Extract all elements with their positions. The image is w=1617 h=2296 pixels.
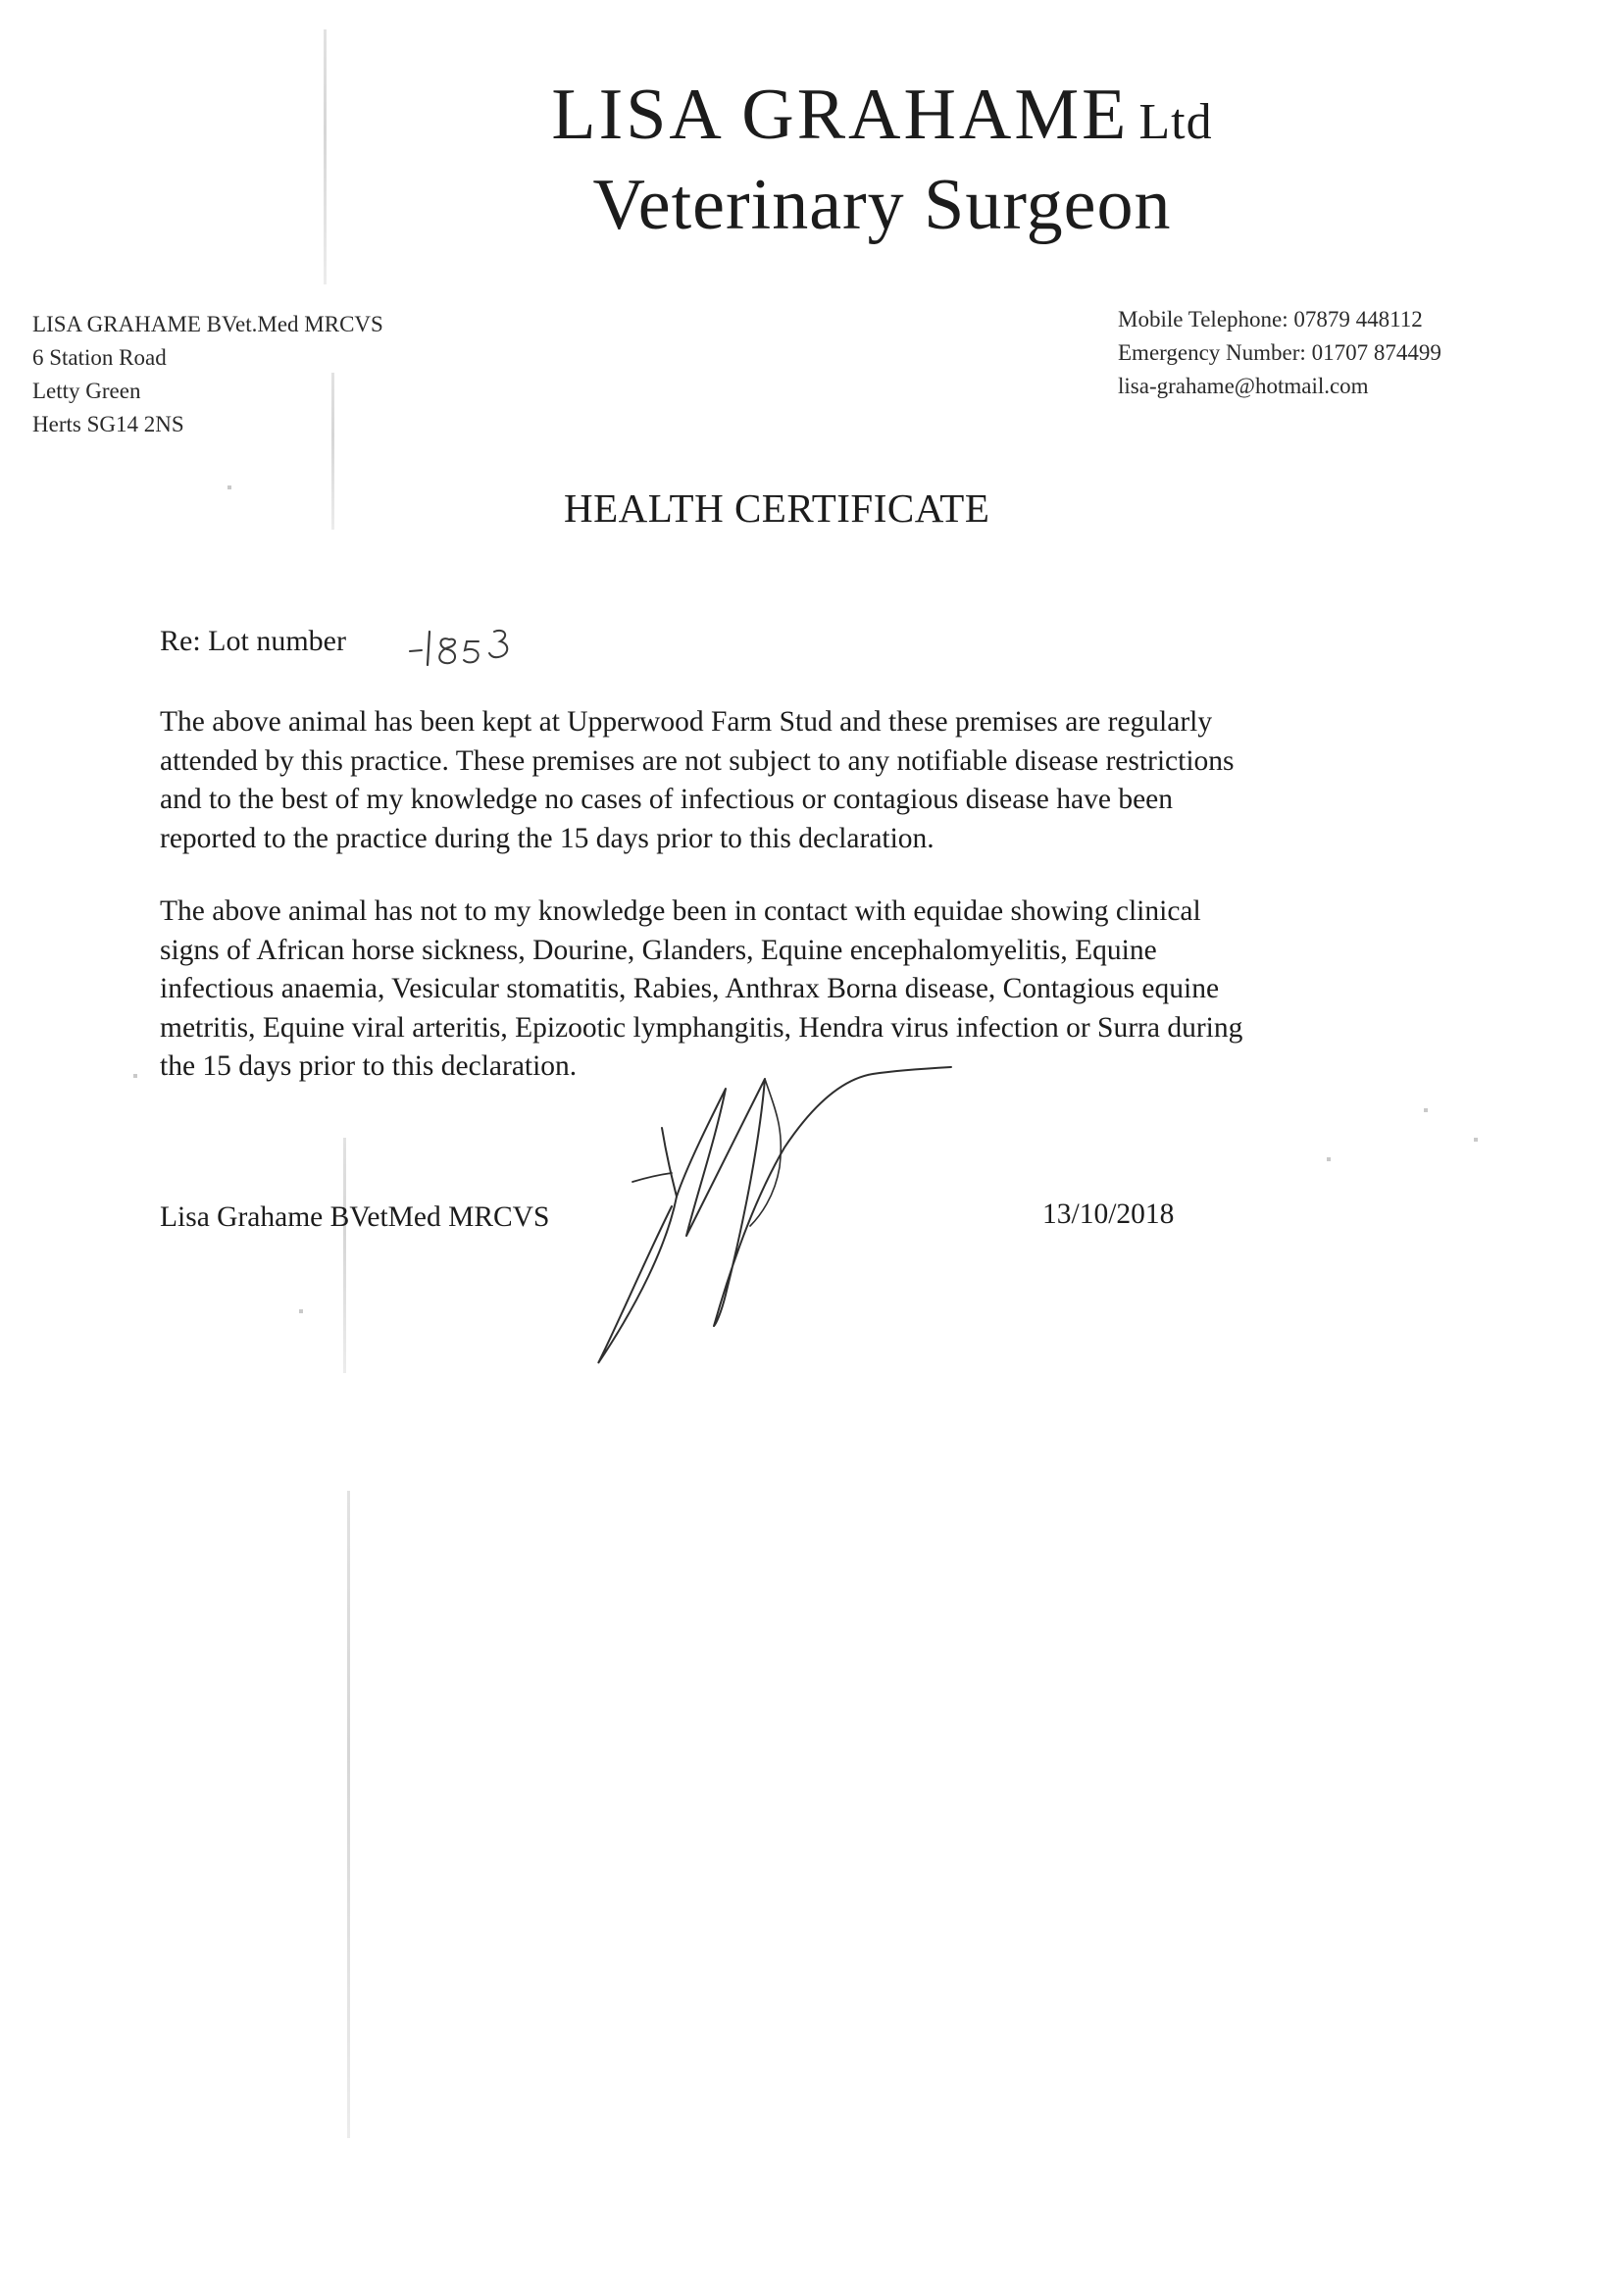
company-name-text: LISA GRAHAME (551, 75, 1130, 155)
address-line: Herts SG14 2NS (32, 412, 184, 436)
email-address: lisa-grahame@hotmail.com (1118, 374, 1369, 398)
contact-details (1118, 303, 1441, 403)
paragraph-line: infectious anaemia, Vesicular stomatitis, Rabies, Anthrax Borna disease, Contagious equine (160, 973, 1220, 1004)
document-title: HEALTH CERTIFICATE (564, 485, 990, 531)
address-line: 6 Station Road (32, 345, 167, 370)
scan-artifact-speck (133, 1074, 137, 1078)
lot-reference-label: Re: Lot number (160, 625, 346, 657)
paragraph-line: signs of African horse sickness, Dourine, Glanders, Equine encephalomyelitis, Equine (160, 934, 1157, 966)
company-suffix: Ltd (1138, 94, 1213, 150)
paragraph-line: reported to the practice during the 15 days prior to this declaration. (160, 822, 935, 854)
mobile-telephone: Mobile Telephone: 07879 448112 (1118, 307, 1423, 332)
scan-artifact-speck (1327, 1157, 1331, 1161)
letterhead (0, 75, 1617, 245)
paragraph-line: The above animal has been kept at Upperwood Farm Stud and these premises are regularly (160, 706, 1213, 738)
scan-artifact-line (347, 1491, 350, 2138)
profession-title: Veterinary Surgeon (592, 165, 1172, 245)
paragraph-line: and to the best of my knowledge no cases of infectious or contagious disease have been (160, 784, 1174, 815)
practice-address (32, 308, 383, 441)
lot-number-handwritten (402, 618, 520, 682)
signatory-name: Lisa Grahame BVetMed MRCVS (160, 1201, 550, 1233)
company-name (0, 75, 1617, 155)
scan-artifact-speck (299, 1309, 303, 1313)
scan-artifact-speck (227, 485, 231, 489)
paragraph-line: metritis, Equine viral arteritis, Epizootic lymphangitis, Hendra virus infection or Surra during (160, 1011, 1243, 1044)
scan-artifact-line (343, 1138, 346, 1373)
paragraph-line: the 15 days prior to this declaration. (160, 1050, 578, 1082)
declaration-paragraph-1 (160, 703, 1435, 858)
declaration-date: 13/10/2018 (1042, 1199, 1175, 1230)
scan-artifact-speck (1424, 1108, 1428, 1112)
lot-number-value: 1853 (461, 675, 463, 676)
handwritten-lot-number (402, 618, 520, 677)
paragraph-line: The above animal has not to my knowledge been in contact with equidae showing clinical (160, 895, 1201, 927)
address-line: LISA GRAHAME BVet.Med MRCVS (32, 312, 383, 336)
signature-icon (579, 1049, 990, 1373)
scan-artifact-speck (1474, 1138, 1478, 1142)
paragraph-line: attended by this practice. These premises are not subject to any notifiable disease restrictions (160, 744, 1235, 777)
emergency-number: Emergency Number: 01707 874499 (1118, 340, 1441, 365)
handwritten-signature (579, 1049, 990, 1378)
address-line: Letty Green (32, 379, 141, 403)
